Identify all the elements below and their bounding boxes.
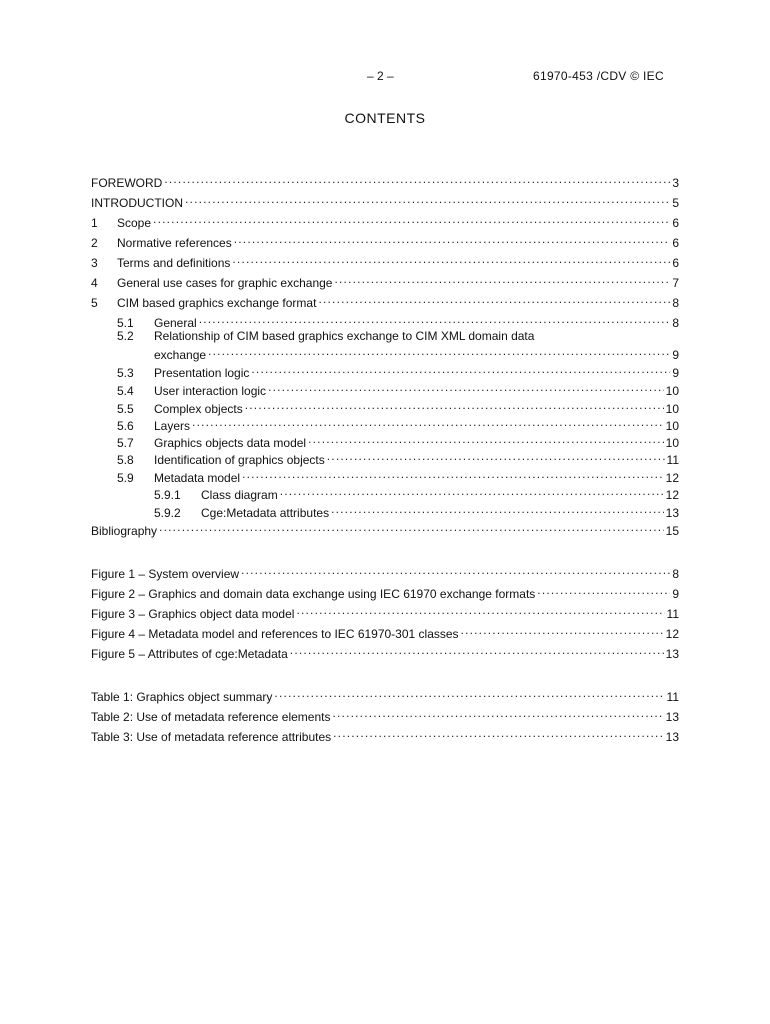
toc-entry-title: Class diagram	[201, 488, 278, 502]
toc-entry-page: 8	[672, 316, 679, 330]
toc-entry-title: Graphics objects data model	[154, 436, 307, 450]
toc-entry-title: User interaction logic	[154, 384, 267, 398]
figure-entry-title: Figure 1 – System overview	[91, 567, 240, 581]
toc-entry-number: 3	[91, 256, 98, 270]
figure-entry[interactable]	[91, 642, 679, 661]
toc-entry-number: 5	[91, 296, 98, 310]
table-entry-page: 13	[665, 730, 679, 744]
dot-leader	[185, 191, 670, 207]
toc-entry-bibliography[interactable]	[91, 519, 679, 538]
table-entry[interactable]	[91, 685, 679, 704]
dot-leader	[159, 519, 664, 535]
dot-leader	[199, 311, 671, 327]
table-entry-title: Table 3: Use of metadata reference attributes	[91, 730, 332, 744]
figure-entry[interactable]	[91, 562, 679, 581]
table-entry[interactable]	[91, 705, 679, 724]
toc-entry-general[interactable]	[117, 311, 679, 330]
dot-leader	[537, 582, 670, 598]
toc-entry-number: 5.4	[117, 384, 134, 398]
table-entry-title: Table 1: Graphics object summary	[91, 690, 273, 704]
dot-leader	[192, 414, 664, 430]
toc-entry-page: 6	[672, 236, 679, 250]
toc-entry-page: 15	[665, 524, 679, 538]
dot-leader	[333, 725, 664, 741]
dot-leader	[208, 343, 670, 359]
toc-entry-title-continued: exchange	[154, 348, 207, 362]
toc-entry-scope[interactable]	[91, 211, 679, 230]
toc-entry-page: 13	[665, 506, 679, 520]
toc-entry-relationship-cont[interactable]	[154, 343, 679, 362]
dot-leader	[268, 379, 664, 395]
toc-entry-class-diagram[interactable]	[154, 483, 679, 502]
figure-entry-page: 8	[672, 567, 679, 581]
toc-entry-page: 3	[672, 176, 679, 190]
toc-entry-page: 9	[672, 366, 679, 380]
toc-entry-metadata-model[interactable]	[117, 466, 679, 485]
toc-entry-title: Identification of graphics objects	[154, 453, 325, 467]
toc-entry-number: 5.7	[117, 436, 134, 450]
figure-entry-title: Figure 2 – Graphics and domain data exchange using IEC 61970 exchange formats	[91, 587, 536, 601]
toc-entry-data-model[interactable]	[117, 431, 679, 450]
toc-entry-title: Normative references	[117, 236, 232, 250]
toc-entry-page: 6	[672, 216, 679, 230]
toc-entry-page: 11	[666, 453, 679, 467]
toc-entry-title: Relationship of CIM based graphics exchange to CIM XML domain data	[154, 329, 535, 343]
toc-entry-title: FOREWORD	[91, 176, 163, 190]
toc-entry-number: 2	[91, 236, 98, 250]
table-entry[interactable]	[91, 725, 679, 744]
toc-entry-normative-references[interactable]	[91, 231, 679, 250]
table-entry-title: Table 2: Use of metadata reference elements	[91, 710, 331, 724]
toc-entry-page: 12	[665, 488, 679, 502]
dot-leader	[232, 251, 670, 267]
dot-leader	[274, 685, 664, 701]
toc-entry-number: 5.2	[117, 329, 134, 343]
dot-leader	[290, 642, 664, 658]
toc-entry-terms[interactable]	[91, 251, 679, 270]
document-id-header: 61970-453 /CDV © IEC	[533, 69, 664, 83]
toc-entry-title: Scope	[117, 216, 152, 230]
figure-entry-title: Figure 5 – Attributes of cge:Metadata	[91, 647, 288, 661]
dot-leader	[242, 466, 664, 482]
dot-leader	[296, 602, 664, 618]
figure-entry[interactable]	[91, 602, 679, 621]
dot-leader	[164, 171, 670, 187]
figure-entry-page: 12	[665, 627, 679, 641]
dot-leader	[153, 211, 670, 227]
toc-entry-identification[interactable]	[117, 448, 679, 467]
toc-entry-number: 5.6	[117, 419, 134, 433]
toc-entry-page: 10	[665, 384, 679, 398]
toc-entry-title: Cge:Metadata attributes	[201, 506, 330, 520]
toc-entry-presentation-logic[interactable]	[117, 361, 679, 380]
toc-entry-number: 5.9.1	[154, 488, 181, 502]
toc-entry-number: 5.3	[117, 366, 134, 380]
toc-entry-page: 8	[672, 296, 679, 310]
dot-leader	[331, 501, 664, 517]
toc-entry-complex-objects[interactable]	[117, 397, 679, 416]
toc-entry-title: General use cases for graphic exchange	[117, 276, 333, 290]
toc-entry-title: Terms and definitions	[117, 256, 231, 270]
toc-entry-page: 5	[672, 196, 679, 210]
toc-entry-number: 5.5	[117, 402, 134, 416]
figure-entry[interactable]	[91, 622, 679, 641]
table-entry-page: 11	[666, 690, 679, 704]
dot-leader	[318, 291, 670, 307]
toc-entry-number: 5.8	[117, 453, 134, 467]
toc-entry-title: Metadata model	[154, 471, 241, 485]
toc-entry-title: Complex objects	[154, 402, 243, 416]
toc-entry-page: 7	[672, 276, 679, 290]
table-entry-page: 13	[665, 710, 679, 724]
toc-entry-page: 10	[665, 436, 679, 450]
toc-entry-number: 5.9.2	[154, 506, 181, 520]
toc-entry-page: 10	[665, 419, 679, 433]
toc-entry-title: CIM based graphics exchange format	[117, 296, 317, 310]
toc-entry-relationship[interactable]	[117, 328, 534, 344]
toc-entry-metadata-attributes[interactable]	[154, 501, 679, 520]
dot-leader	[332, 705, 663, 721]
toc-entry-use-cases[interactable]	[91, 271, 679, 290]
dot-leader	[327, 448, 665, 464]
dot-leader	[280, 483, 664, 499]
toc-entry-number: 5.1	[117, 316, 134, 330]
toc-entry-title: Layers	[154, 419, 191, 433]
dot-leader	[461, 622, 664, 638]
toc-entry-page: 10	[665, 402, 679, 416]
dot-leader	[245, 397, 664, 413]
toc-entry-number: 4	[91, 276, 98, 290]
toc-entry-title: Presentation logic	[154, 366, 250, 380]
toc-entry-number: 1	[91, 216, 98, 230]
toc-entry-page: 12	[665, 471, 679, 485]
figure-entry-page: 11	[666, 607, 679, 621]
figure-entry-title: Figure 4 – Metadata model and references to IEC 61970-301 classes	[91, 627, 459, 641]
figure-entry-page: 13	[665, 647, 679, 661]
figure-entry[interactable]	[91, 582, 679, 601]
page-number-header: – 2 –	[367, 69, 394, 83]
toc-entry-layers[interactable]	[117, 414, 679, 433]
dot-leader	[241, 562, 670, 578]
toc-entry-title: Bibliography	[91, 524, 158, 538]
toc-entry-number: 5.9	[117, 471, 134, 485]
toc-entry-exchange-format[interactable]	[91, 291, 679, 310]
toc-entry-title: INTRODUCTION	[91, 196, 183, 210]
figure-entry-page: 9	[672, 587, 679, 601]
figure-entry-title: Figure 3 – Graphics object data model	[91, 607, 295, 621]
toc-entry-page: 9	[672, 348, 679, 362]
dot-leader	[234, 231, 671, 247]
dot-leader	[334, 271, 670, 287]
toc-entry-page: 6	[672, 256, 679, 270]
contents-title: CONTENTS	[344, 110, 426, 126]
toc-entry-introduction[interactable]	[91, 191, 679, 210]
dot-leader	[308, 431, 664, 447]
toc-entry-foreword[interactable]	[91, 171, 679, 190]
toc-entry-user-interaction[interactable]	[117, 379, 679, 398]
toc-entry-title: General	[154, 316, 197, 330]
dot-leader	[251, 361, 670, 377]
